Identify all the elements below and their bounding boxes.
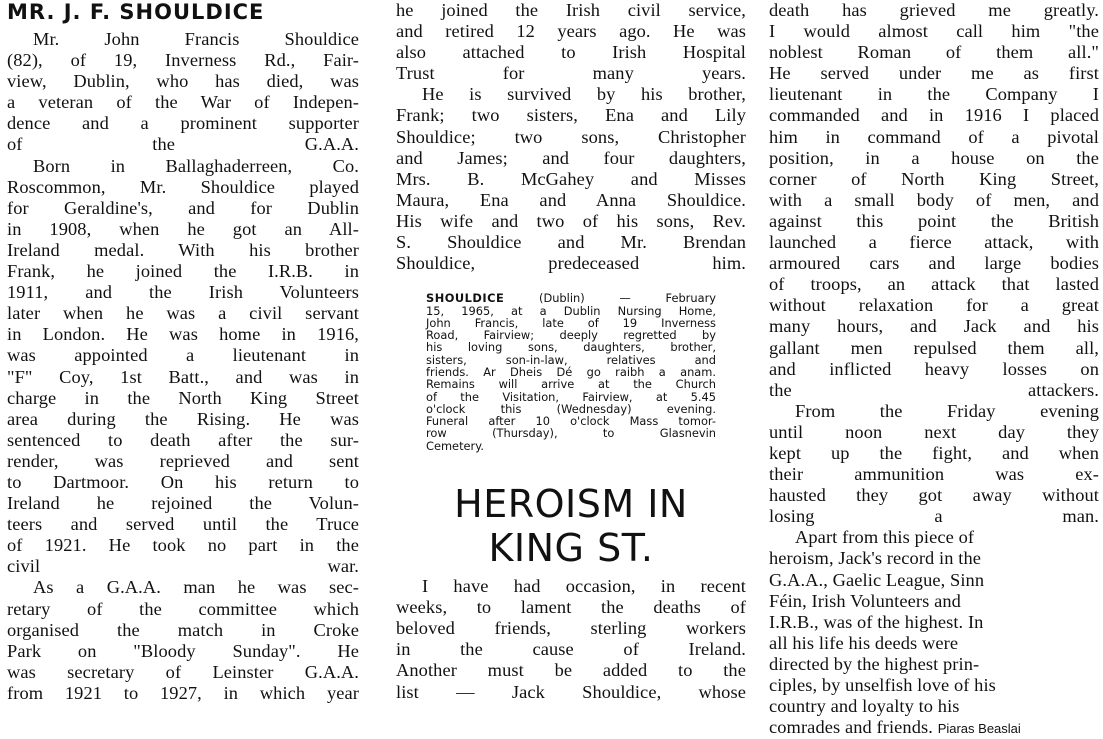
column-2 xyxy=(396,0,746,703)
obituary-paragraph-3: As a G.A.A. man he was sec- retary of the committee which organised the match in Croke Park on "Bloody Sunday". He was secretary of Leinster G.A.A. from 1921 to 1927, in which year xyxy=(7,577,359,703)
tribute-paragraph-4-text: Apart from this piece of heroism, Jack's record in the G.A.A., Gaelic League, Sinn Féin, Irish Volunteers and I.R.B., was of the highest. In all his life his deeds were directed by the highest prin- ciples, by unselfish love of his country and loyalty to his comrades and friends. xyxy=(769,527,996,738)
obituary-paragraph-5: He is survived by his brother, Frank; two sisters, Ena and Lily Shouldice; two sons, Christopher and James; and four daughters, Mrs. B. McGahey and Misses Maura, Ena and Anna Shouldice. His wife and two of his sons, Rev. S. Shouldice and Mr. Brendan Shouldice, predeceased him. xyxy=(396,84,746,274)
heroism-headline-line-2: KING ST. xyxy=(488,526,654,571)
author-credit: Piaras Beaslai xyxy=(937,721,1021,737)
tribute-paragraph-4 xyxy=(769,527,1099,739)
death-notice-name: SHOULDICE xyxy=(426,291,505,306)
obituary-headline: MR. J. F. SHOULDICE xyxy=(7,0,265,24)
obituary-paragraph-4: he joined the Irish civil service, and retired 12 years ago. He was also attached to Irish Hospital Trust for many years. xyxy=(396,0,746,84)
column-1 xyxy=(7,0,359,704)
column-3 xyxy=(769,0,1099,739)
tribute-paragraph-3: From the Friday evening until noon next day they kept up the fight, and when their ammunition was ex- hausted they got away without losing a man. xyxy=(769,400,1099,527)
tribute-paragraph-1: I have had occasion, in recent weeks, to lament the deaths of beloved friends, sterling workers in the cause of Ireland. Another must be added to the list — Jack Shouldice, whose xyxy=(396,576,746,702)
obituary-paragraph-1: Mr. John Francis Shouldice (82), of 19, Inverness Rd., Fair- view, Dublin, who has died, was a veteran of the War of Indepen- dence and a prominent supporter of the G.A.A. xyxy=(7,29,359,155)
death-notice xyxy=(426,292,716,452)
tribute-paragraph-2: death has grieved me greatly. I would almost call him "the noblest Roman of them all." He served under me as first lieutenant in the Company I commanded and in 1916 I placed him in command of a pivotal position, in a house on the corner of North King Street, with a small body of men, and against this point the British launched a fierce attack, with armoured cars and large bodies of troops, an attack that lasted without relaxation for a great many hours, and Jack and his gallant men repulsed them all, and inflicted heavy losses on the attackers. xyxy=(769,0,1099,400)
death-notice-last-line: Cemetery. xyxy=(426,438,484,453)
heroism-headline-line-1: HEROISM IN xyxy=(454,482,688,527)
death-notice-body: (Dublin) — February 15, 1965, at a Dublin Nursing Home, John Francis, late of 19 Inverness Road, Fairview; deeply regretted by his loving sons, daughters, brother, sisters, son-in-law, relatives and friends. Ar Dheis Dé go raibh a anam. Remains will arrive at the Church of the Visitation, Fairview, at 5.45 o'clock this (Wednesday) evening. Funeral after 10 o'clock Mass tomor- row (Thursday), to Glasnevin xyxy=(426,291,716,441)
obituary-paragraph-2: Born in Ballaghaderreen, Co. Roscommon, Mr. Shouldice played for Geraldine's, and for Dublin in 1908, when he got an All- Ireland medal. With his brother Frank, he joined the I.R.B. in 1911, and the Irish Volunteers later when he was a civil servant in London. He was home in 1916, was appointed a lieutenant in "F" Coy, 1st Batt., and was in charge in the North King Street area during the Rising. He was sentenced to death after the sur- render, was reprieved and sent to Dartmoor. On his return to Ireland he rejoined the Volun- teers and served until the Truce of 1921. He took no part in the civil war. xyxy=(7,155,359,577)
heroism-headline xyxy=(396,482,746,570)
